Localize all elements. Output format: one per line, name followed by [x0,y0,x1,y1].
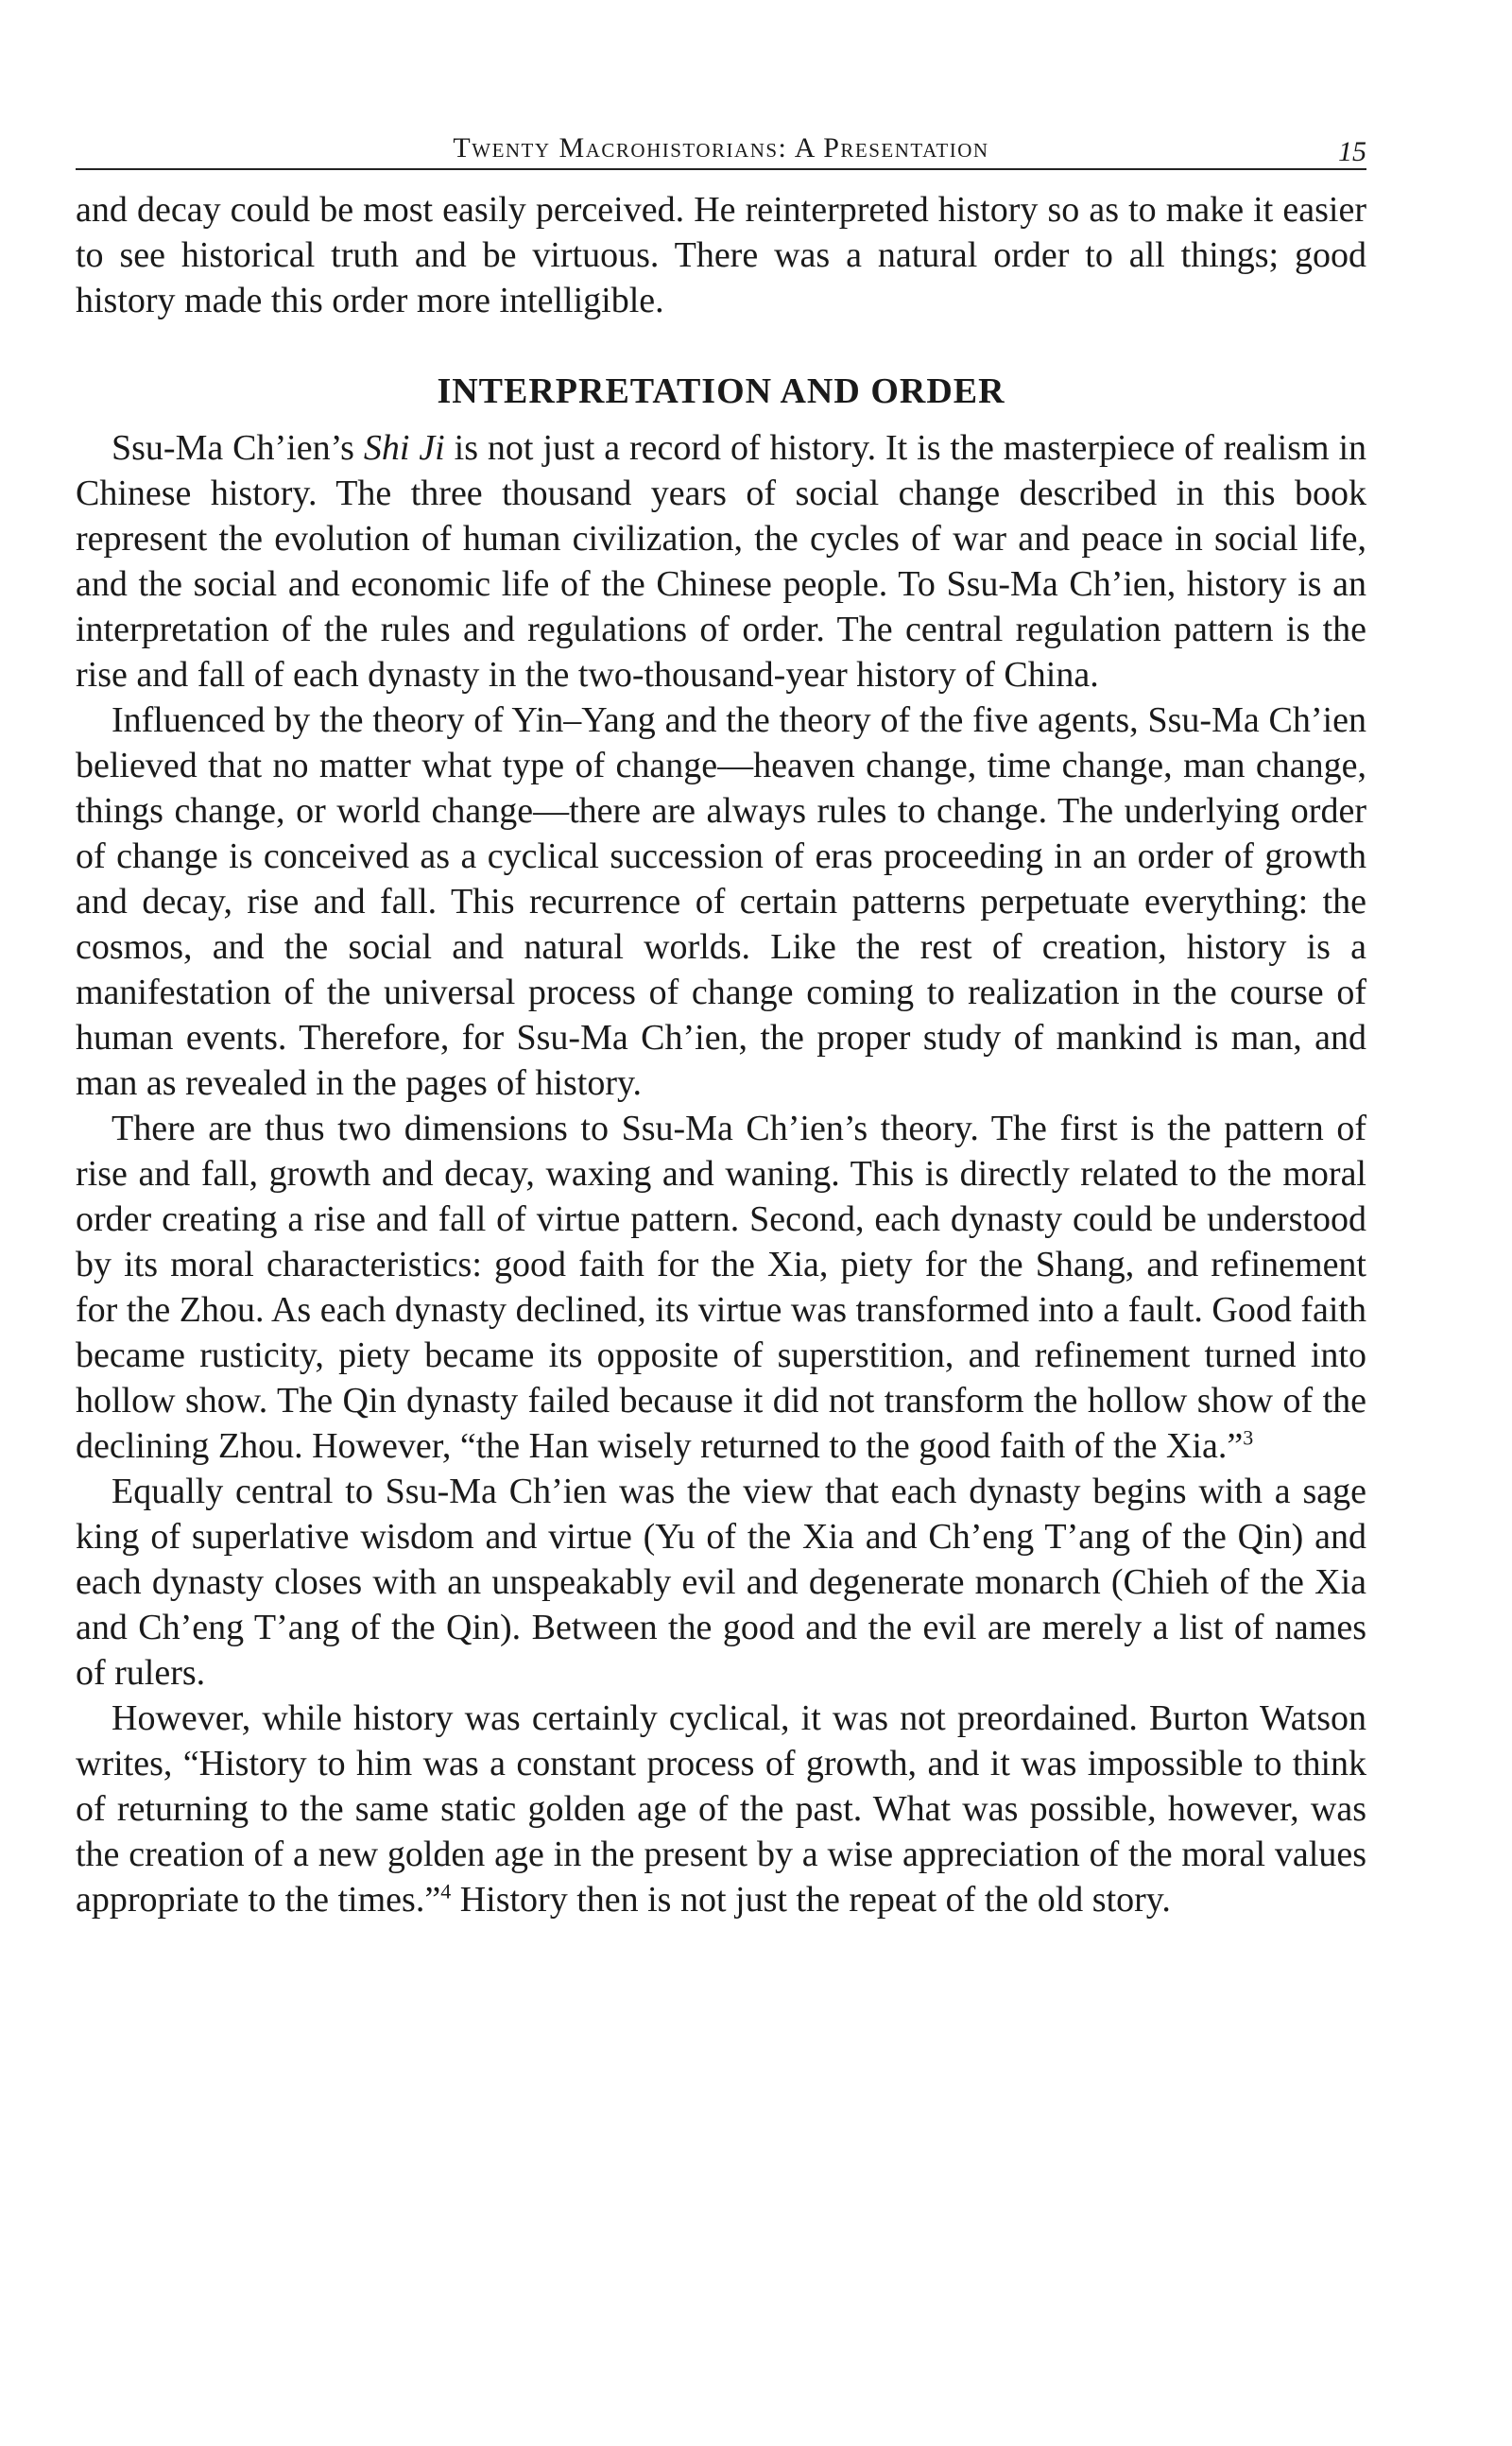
section-heading: INTERPRETATION AND ORDER [437,371,1005,411]
paragraph-5 [76,1696,1366,1922]
paragraph-3-text: There are thus two dimensions to Ssu-Ma Ch’ien’s theory. The first is the pattern of rise and fall, growth and decay, waxing and waning. This is directly related to the moral order creating a rise and fall of virtue pattern. Second, each dynasty could be understood by its moral characteristics: good faith for the Xia, piety for the Shang, and refinement for the Zhou. As each dynasty declined, its virtue was transformed into a fault. Good faith became rusticity, piety became its opposite of superstition, and refinement turned into hollow show. The Qin dynasty failed because it did not transform the hollow show of the declining Zhou. However, “the Han wisely returned to the good faith of the Xia.” [76,1109,1366,1466]
footnote-ref-3: 3 [1243,1425,1254,1450]
book-title-shi-ji: Shi Ji [363,428,445,468]
paragraph-4: Equally central to Ssu-Ma Ch’ien was the view that each dynasty begins with a sage king of superlative wisdom and virtue (Yu of the Xia and Ch’eng T’ang of the Qin) and each dynasty closes with an unspeakably evil and degenerate monarch (Chieh of the Xia and Ch’eng T’ang of the Qin). Between the good and the evil are merely a list of names of rulers. [76,1472,1366,1693]
paragraph-1-rest: is not just a record of history. It is the masterpiece of realism in Chinese history. The three thousand years of social change described in this book represent the evolution of human civilization, the cycles of war and peace in social life, and the social and economic life of the Chinese people. To Ssu-Ma Ch’ien, history is an interpretation of the rules and regulations of order. The central regulation pattern is the rise and fall of each dynasty in the two-thousand-year history of China. [76,428,1367,695]
footnote-ref-4: 4 [440,1879,452,1903]
paragraph-1-lead: Ssu-Ma Ch’ien’s [112,428,364,468]
paragraph-3 [76,1106,1366,1469]
book-page [76,130,1366,1922]
paragraph-5-text: However, while history was certainly cyclical, it was not preordained. Burton Watson writes, “History to him was a constant process of growth, and it was impossible to think of returning to the same static golden age of the past. What was possible, however, was the creation of a new golden age in the present by a wise appreciation of the moral values appropriate to the times.” [76,1698,1366,1920]
paragraph-2: Influenced by the theory of Yin–Yang and the theory of the five agents, Ssu-Ma Ch’ien believed that no matter what type of change—heaven change, time change, man change, things change, or world change—there are always rules to change. The underlying order of change is conceived as a cyclical succession of eras proceeding in an order of growth and decay, rise and fall. This recurrence of certain patterns perpetuate everything: the cosmos, and the social and natural worlds. Like the rest of creation, history is a manifestation of the universal process of change coming to realization in the course of human events. Therefore, for Ssu-Ma Ch’ien, the proper study of mankind is man, and man as revealed in the pages of history. [76,700,1366,1103]
paragraph-1 [76,425,1366,698]
opening-paragraph: and decay could be most easily perceived. He reinterpreted history so as to make it easier to see historical truth and be virtuous. There was a natural order to all things; good history made this order more intelligible. [76,190,1366,320]
running-title: Twenty Macrohistorians: A Presentation [453,132,989,164]
paragraph-5-end: History then is not just the repeat of the old story. [451,1880,1171,1920]
running-header [76,130,1366,170]
page-number: 15 [1338,136,1366,167]
